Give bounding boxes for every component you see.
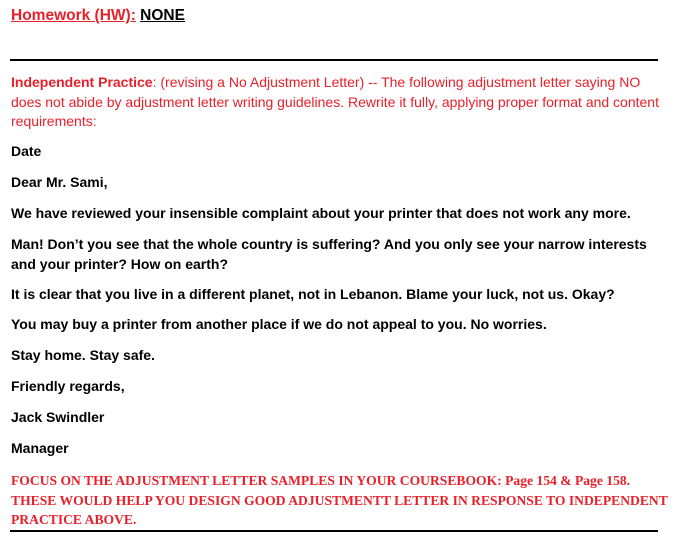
homework-value: NONE (140, 7, 185, 24)
coursebook-focus-note: FOCUS ON THE ADJUSTMENT LETTER SAMPLES IN YOUR COURSEBOOK: Page 154 & Page 158. THESE WOULD HELP YOU DESIGN GOOD ADJUSTMENTT LETTER IN RESPONSE TO INDEPENDENT PRACTICE ABOVE. (11, 473, 668, 527)
letter-paragraph-4: You may buy a printer from another place if we do not appeal to you. No worries. (11, 316, 547, 332)
letter-date: Date (11, 143, 42, 159)
letter-paragraph-1: We have reviewed your insensible complaint about your printer that does not work any more. (11, 205, 631, 221)
practice-instructions (11, 73, 661, 132)
letter-signer-title: Manager (11, 440, 69, 456)
practice-heading: Independent Practice (11, 74, 153, 90)
bottom-divider (10, 530, 658, 532)
letter-closing: Friendly regards, (11, 378, 125, 394)
letter-paragraph-5: Stay home. Stay safe. (11, 347, 155, 363)
letter-paragraph-3: It is clear that you live in a different planet, not in Lebanon. Blame your luck, not us. Okay? (11, 286, 615, 302)
homework-label: Homework (HW): (11, 7, 136, 24)
letter-signer-name: Jack Swindler (11, 409, 105, 425)
top-divider (10, 59, 658, 61)
practice-instructions-text: : (revising a No Adjustment Letter) -- The following adjustment letter saying NO does not abide by adjustment letter writing guidelines. Rewrite it fully, applying proper format and content requirements: (11, 74, 659, 129)
letter-paragraph-2: Man! Don’t you see that the whole country is suffering? And you only see your narrow interests and your printer? How on earth? (11, 236, 647, 272)
letter-salutation: Dear Mr. Sami, (11, 174, 108, 190)
homework-line (11, 7, 185, 25)
